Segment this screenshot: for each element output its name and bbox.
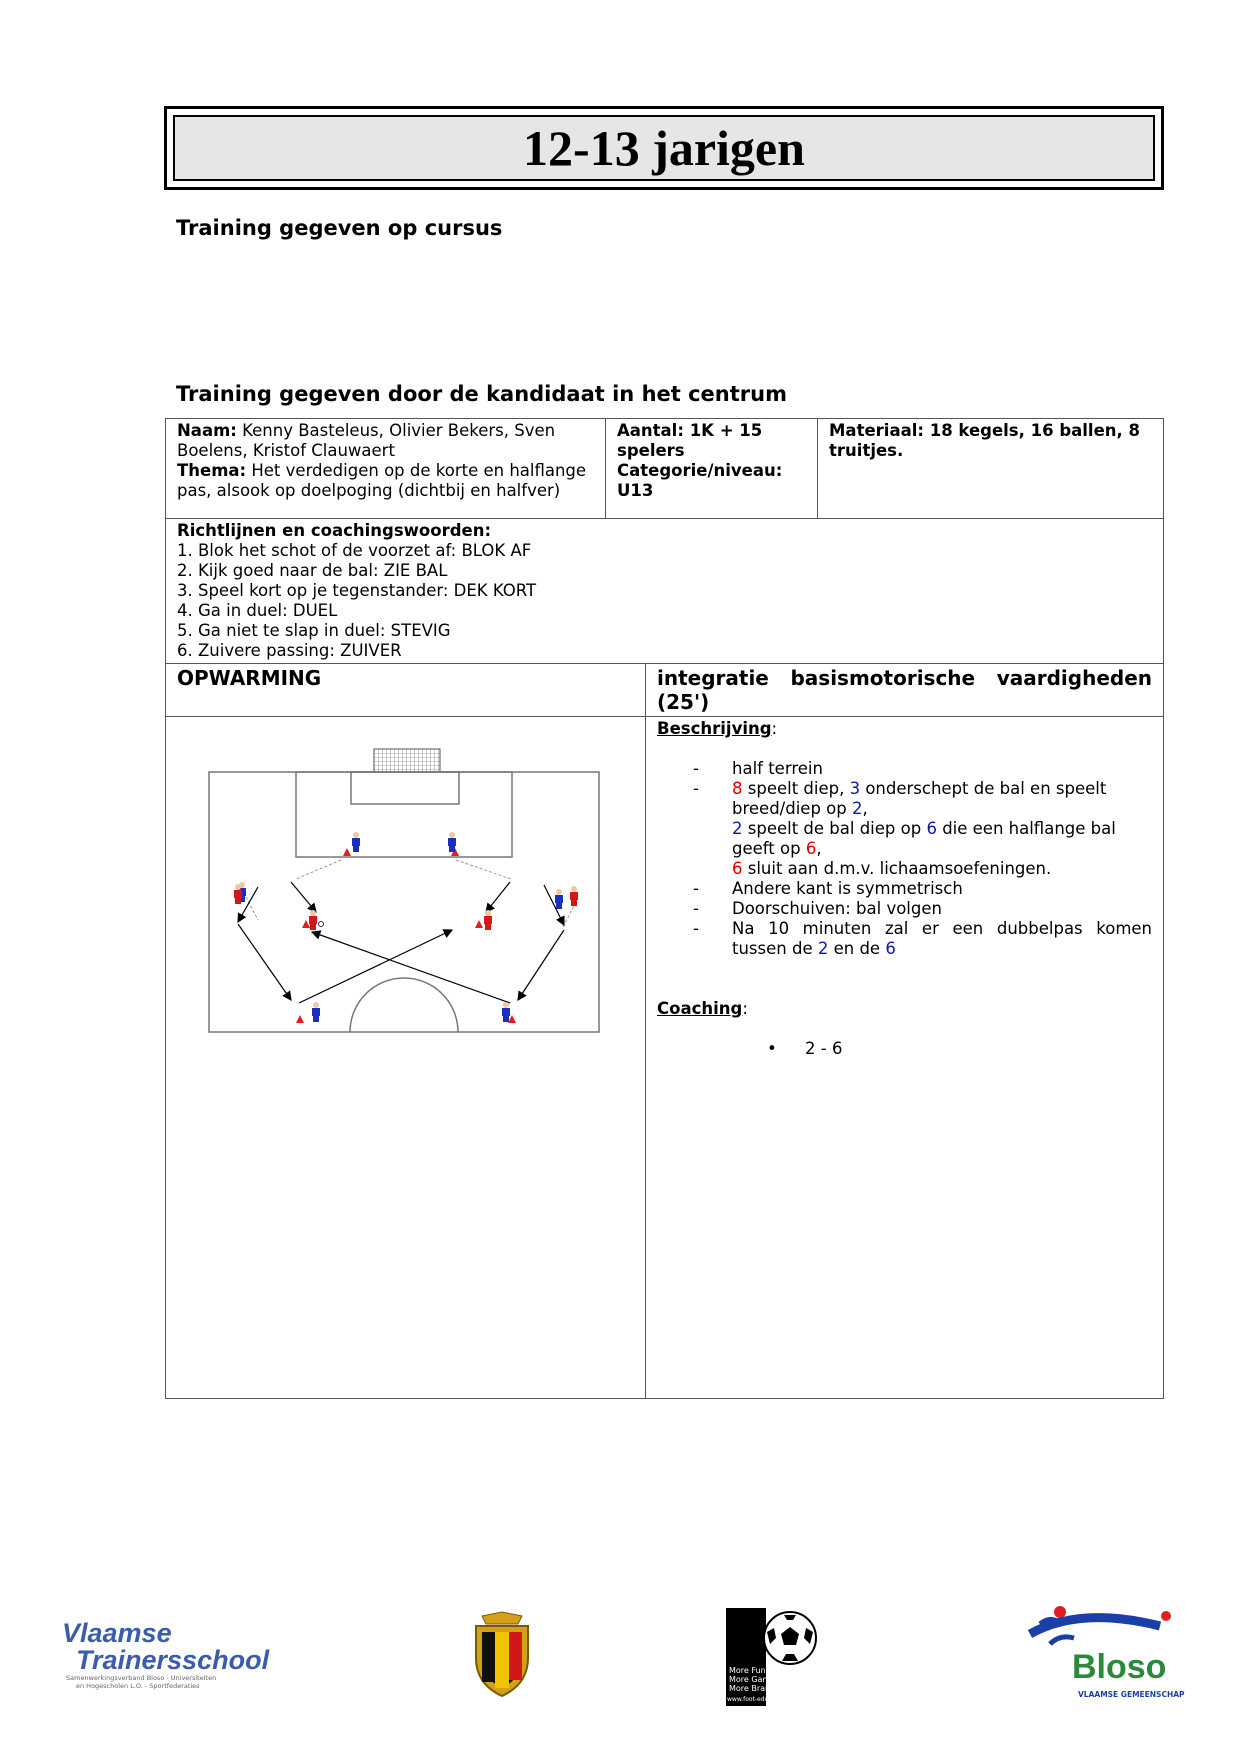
coaching-label: Coaching <box>657 999 743 1018</box>
player-red <box>570 886 578 906</box>
cone <box>508 1015 516 1023</box>
player-blue <box>502 1002 510 1022</box>
description-cell: Beschrijving: - half terrein - 8 speelt diep, 3 onderschept de bal en speelt breed/diep op 2, 2 speelt de bal diep op 6 die een halflange bal geeft op 6, 6 sluit aan d.m.v. lichaamsoefeningen. - Andere kant is symmetrisch - Doorschuiven: bal volgen - Na 10 minuten zal er een dubbelpas komen tussen de 2 en de 6 Coaching: • 2 - 6 <box>646 717 1164 1399</box>
aantal-value: 1K + 15 spelers <box>617 421 763 460</box>
richtlijn-item: 5. Ga niet te slap in duel: STEVIG <box>177 621 451 640</box>
aantal-cell <box>606 419 818 519</box>
exercise-type: integratie basismotorische vaardigheden (25') <box>646 664 1164 717</box>
list-item: - half terrein <box>693 759 823 778</box>
richtlijn-item: 6. Zuivere passing: ZUIVER <box>177 641 402 660</box>
player-blue <box>555 889 563 909</box>
pass-arrow <box>486 882 510 912</box>
player-blue <box>352 832 360 852</box>
player-red <box>484 910 492 930</box>
player-blue <box>312 1002 320 1022</box>
aantal-label: Aantal: <box>617 421 684 440</box>
richtlijn-item: 3. Speel kort op je tegenstander: DEK KORT <box>177 581 537 600</box>
exercise-name: OPWARMING <box>166 664 646 717</box>
richtlijn-item: 1. Blok het schot of de voorzet af: BLOK AF <box>177 541 532 560</box>
players-red <box>234 884 578 930</box>
pass-arrow <box>299 930 452 1003</box>
list-item: - 8 speelt diep, 3 onderschept de bal en speelt breed/diep op 2, 2 speelt de bal diep op 6 die een halflange bal geeft op 6, 6 sluit aan d.m.v. lichaamsoefeningen. <box>693 779 1116 878</box>
cone <box>343 848 351 856</box>
foot-education-logo: More Fun More Games More Brains www.foot-education.be <box>726 1608 821 1706</box>
thema-label: Thema: <box>177 461 247 480</box>
pass-arrow <box>518 930 564 1000</box>
dashed-pass <box>456 860 511 879</box>
title-box <box>164 106 1164 190</box>
description-list <box>657 759 1152 959</box>
naam-label: Naam: <box>177 421 237 440</box>
categorie-value: U13 <box>617 481 654 500</box>
section2-heading: Training gegeven door de kandidaat in het centrum <box>176 382 787 406</box>
penalty-area <box>296 772 512 857</box>
vlaamse-trainersschool-logo: Vlaamse Trainersschool Samenwerkingsverband Bloso - Universiteiten en Hogescholen L.O. - Sportfederaties <box>62 1618 270 1690</box>
cone <box>475 920 483 928</box>
center-circle <box>350 978 458 1032</box>
pass-arrow <box>291 882 316 912</box>
materiaal-cell: Materiaal: 18 kegels, 16 ballen, 8 truitjes. <box>818 419 1164 519</box>
page-title: 12-13 jarigen <box>173 115 1155 181</box>
ball <box>319 922 324 927</box>
dashed-pass <box>296 860 341 879</box>
categorie-label: Categorie/niveau: <box>617 461 783 480</box>
training-table <box>165 418 1164 1399</box>
beschrijving-label: Beschrijving <box>657 719 772 738</box>
field-diagram <box>166 717 644 1393</box>
coaching-item: • 2 - 6 <box>767 1039 843 1058</box>
bloso-logo: Bloso VLAAMSE GEMEENSCHAP <box>1020 1604 1185 1704</box>
richtlijnen-heading: Richtlijnen en coachingswoorden: <box>177 521 492 540</box>
naam-value: Kenny Basteleus, Olivier Bekers, Sven Boelens, Kristof Clauwaert <box>177 421 556 460</box>
player-red <box>234 884 242 904</box>
player-blue <box>448 832 456 852</box>
goal-area <box>351 772 459 804</box>
player-red <box>309 910 317 930</box>
richtlijn-item: 2. Kijk goed naar de bal: ZIE BAL <box>177 561 448 580</box>
pass-arrow <box>312 932 510 1003</box>
goal-net <box>374 749 440 772</box>
dashed-pass <box>246 897 258 920</box>
richtlijn-item: 4. Ga in duel: DUEL <box>177 601 338 620</box>
diagram-cell <box>166 717 646 1399</box>
field-outline <box>209 772 599 1032</box>
naam-thema-cell <box>166 419 606 519</box>
section1-heading: Training gegeven op cursus <box>176 216 503 240</box>
list-item: - Andere kant is symmetrisch <box>693 879 963 898</box>
list-item: - Doorschuiven: bal volgen <box>693 899 942 918</box>
thema-value: Het verdedigen op de korte en halflange pas, alsook op doelpoging (dichtbij en halfver) <box>177 461 587 500</box>
richtlijnen-cell <box>166 519 1164 664</box>
kbvb-crest-logo <box>466 1610 538 1700</box>
cones <box>234 848 516 1023</box>
cone <box>296 1015 304 1023</box>
cone <box>302 920 310 928</box>
list-item: - Na 10 minuten zal er een dubbelpas komen tussen de 2 en de 6 <box>693 919 1153 958</box>
pass-arrow <box>238 924 291 1000</box>
